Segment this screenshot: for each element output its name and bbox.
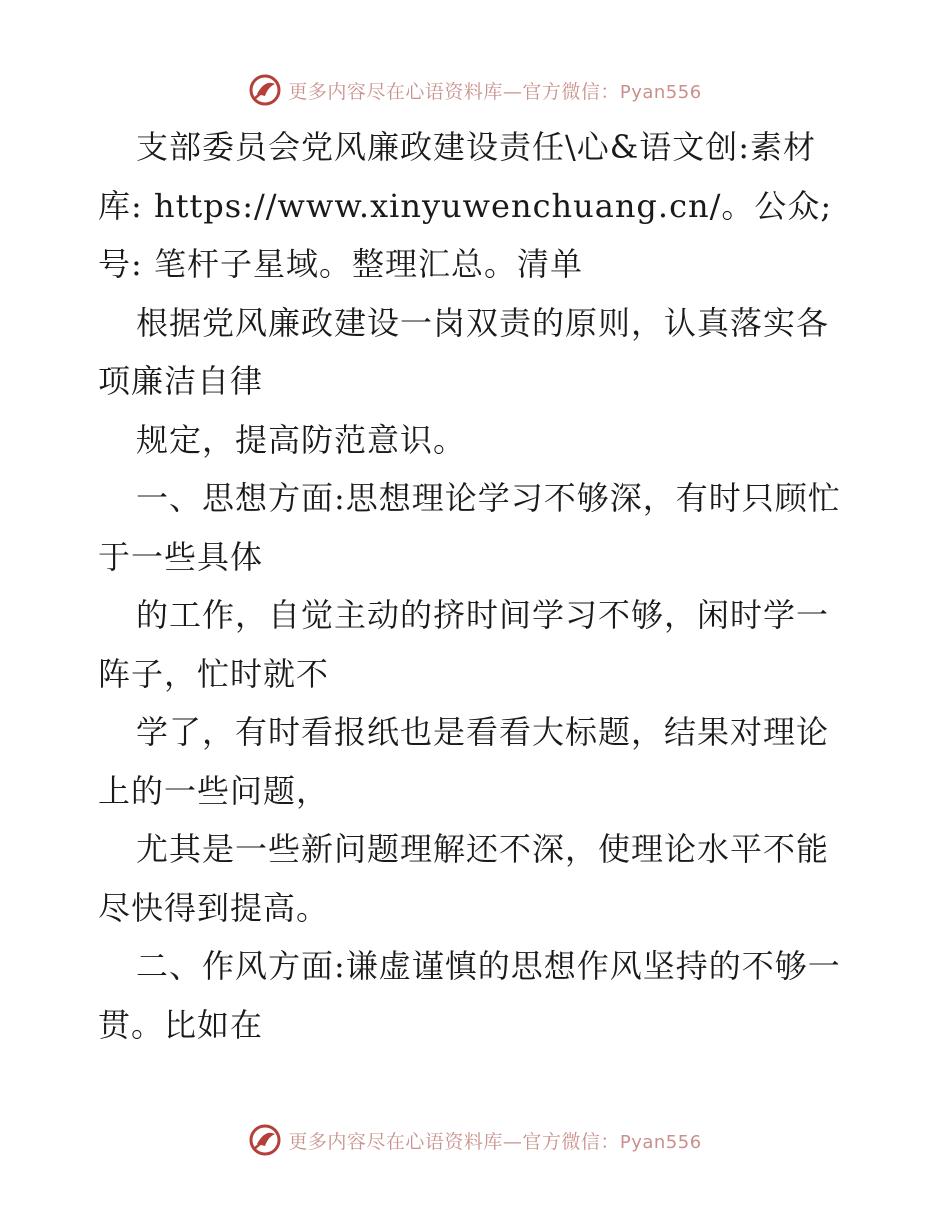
banner-label: 更多内容尽在心语资料库—官方微信： [288, 1130, 620, 1153]
banner-label: 更多内容尽在心语资料库—官方微信： [288, 80, 620, 103]
paragraph: 的工作，自觉主动的挤时间学习不够，闲时学一阵子，忙时就不 [98, 596, 830, 693]
paragraph: 学了，有时看报纸也是看看大标题，结果对理论上的一些问题， [98, 713, 830, 810]
paragraph: 尤其是一些新问题理解还不深，使理论水平不能尽快得到提高。 [98, 830, 830, 927]
paragraph-intro: 支部委员会党风廉政建设责任\心&语文创:素材库: https://www.xinyuwenchuang.cn/。公众;号: 笔杆子星域。整理汇总。清单 [98, 128, 833, 283]
header-banner [0, 70, 950, 110]
logo-icon [248, 73, 282, 107]
document-body [98, 118, 854, 1054]
banner-text [288, 1127, 701, 1154]
paragraph: 一、思想方面:思想理论学习不够深，有时只顾忙于一些具体 [98, 479, 841, 576]
paragraph: 根据党风廉政建设一岗双责的原则，认真落实各项廉洁自律 [98, 303, 830, 400]
paragraph: 规定，提高防范意识。 [136, 420, 467, 459]
banner-text [288, 77, 701, 104]
logo-icon [248, 1123, 282, 1157]
paragraph: 二、作风方面:谦虚谨慎的思想作风坚持的不够一贯。比如在 [98, 947, 841, 1044]
footer-banner [0, 1120, 950, 1160]
banner-wechat-id: Pyan556 [619, 1131, 702, 1153]
banner-wechat-id: Pyan556 [619, 81, 702, 103]
